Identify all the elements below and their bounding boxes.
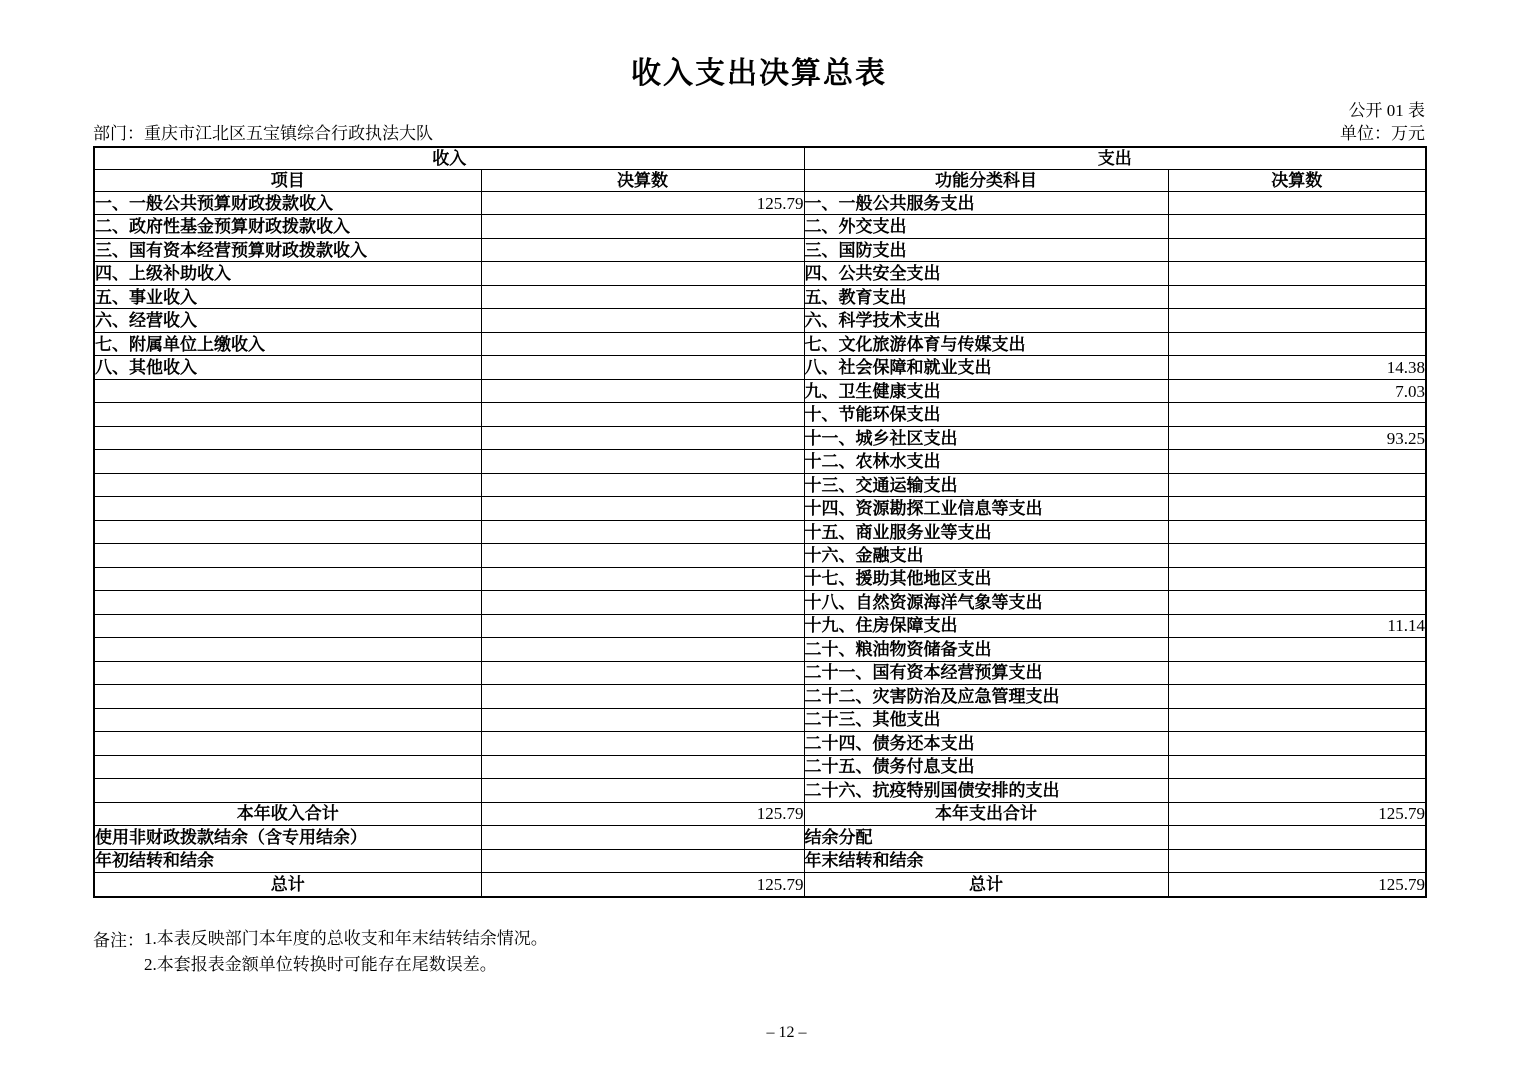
income-item-cell: 四、上级补助收入 xyxy=(94,262,481,285)
expense-amount-cell xyxy=(1168,544,1426,567)
note-line-1: 1.本表反映部门本年度的总收支和年末结转结余情况。 xyxy=(144,929,548,948)
expense-item-cell: 本年支出合计 xyxy=(804,802,1168,825)
expense-item-cell: 十四、资源勘探工业信息等支出 xyxy=(804,497,1168,520)
expense-amount-cell: 125.79 xyxy=(1168,873,1426,897)
table-row xyxy=(94,356,1426,379)
income-item-cell: 使用非财政拨款结余（含专用结余） xyxy=(94,826,481,849)
income-amount-cell xyxy=(481,732,804,755)
income-item-cell: 二、政府性基金预算财政拨款收入 xyxy=(94,215,481,238)
table-row xyxy=(94,309,1426,332)
table-row xyxy=(94,497,1426,520)
expense-amount-cell xyxy=(1168,685,1426,708)
expense-amount-cell xyxy=(1168,403,1426,426)
table-row xyxy=(94,215,1426,238)
notes-block xyxy=(93,926,548,978)
expense-amount-cell: 125.79 xyxy=(1168,802,1426,825)
expense-amount-cell xyxy=(1168,779,1426,802)
table-row xyxy=(94,614,1426,637)
table-row xyxy=(94,426,1426,449)
income-amount-cell: 125.79 xyxy=(481,873,804,897)
income-amount-cell xyxy=(481,497,804,520)
income-amount-cell xyxy=(481,755,804,778)
department-label: 部门：重庆市江北区五宝镇综合行政执法大队 xyxy=(93,124,433,143)
table-row xyxy=(94,685,1426,708)
notes-label: 备注： xyxy=(93,931,144,950)
expense-amount-cell: 93.25 xyxy=(1168,426,1426,449)
expense-item-cell: 三、国防支出 xyxy=(804,238,1168,261)
income-amount-cell xyxy=(481,591,804,614)
expense-amount-cell xyxy=(1168,497,1426,520)
income-item-cell xyxy=(94,520,481,543)
meta-line xyxy=(93,119,1425,144)
table-row xyxy=(94,567,1426,590)
expense-item-cell: 二十五、债务付息支出 xyxy=(804,755,1168,778)
expense-item-cell: 十三、交通运输支出 xyxy=(804,473,1168,496)
summary-row xyxy=(94,802,1426,825)
expense-item-cell: 二十四、债务还本支出 xyxy=(804,732,1168,755)
summary-row xyxy=(94,873,1426,897)
budget-table xyxy=(93,146,1427,898)
expense-item-cell: 十八、自然资源海洋气象等支出 xyxy=(804,591,1168,614)
expense-amount-cell xyxy=(1168,520,1426,543)
income-item-cell: 六、经营收入 xyxy=(94,309,481,332)
income-item-cell xyxy=(94,614,481,637)
page-number: – 12 – xyxy=(766,1024,807,1041)
expense-section-header: 支出 xyxy=(804,147,1426,170)
table-row xyxy=(94,520,1426,543)
expense-amount-cell: 7.03 xyxy=(1168,379,1426,402)
expense-item-cell: 十六、金融支出 xyxy=(804,544,1168,567)
income-item-cell xyxy=(94,567,481,590)
income-item-cell xyxy=(94,426,481,449)
income-item-cell: 一、一般公共预算财政拨款收入 xyxy=(94,192,481,215)
expense-amount-cell: 14.38 xyxy=(1168,356,1426,379)
income-item-cell xyxy=(94,779,481,802)
income-section-header: 收入 xyxy=(94,147,804,170)
income-amount-cell xyxy=(481,262,804,285)
table-row xyxy=(94,661,1426,684)
income-amount-cell xyxy=(481,309,804,332)
page-title: 收入支出决算总表 xyxy=(631,57,887,90)
income-amount-cell xyxy=(481,403,804,426)
income-amount-cell xyxy=(481,708,804,731)
income-item-cell xyxy=(94,544,481,567)
income-item-cell: 八、其他收入 xyxy=(94,356,481,379)
expense-item-cell: 二十三、其他支出 xyxy=(804,708,1168,731)
expense-amount-cell xyxy=(1168,591,1426,614)
income-item-cell xyxy=(94,403,481,426)
expense-amount-cell xyxy=(1168,755,1426,778)
table-body xyxy=(94,192,1426,898)
table-row xyxy=(94,403,1426,426)
expense-amount-cell xyxy=(1168,238,1426,261)
expense-item-cell: 九、卫生健康支出 xyxy=(804,379,1168,402)
expense-item-cell: 七、文化旅游体育与传媒支出 xyxy=(804,332,1168,355)
expense-item-cell: 二十、粮油物资储备支出 xyxy=(804,638,1168,661)
income-amount-cell xyxy=(481,685,804,708)
income-amount-cell xyxy=(481,567,804,590)
income-item-cell xyxy=(94,473,481,496)
income-amount-cell xyxy=(481,473,804,496)
expense-item-cell: 二十二、灾害防治及应急管理支出 xyxy=(804,685,1168,708)
expense-item-cell: 四、公共安全支出 xyxy=(804,262,1168,285)
item-column-header: 项目 xyxy=(94,170,481,192)
income-amount-cell xyxy=(481,544,804,567)
expense-item-cell: 二十六、抗疫特别国债安排的支出 xyxy=(804,779,1168,802)
income-item-cell: 五、事业收入 xyxy=(94,285,481,308)
section-header-row xyxy=(94,147,1426,170)
table-row xyxy=(94,332,1426,355)
table-row xyxy=(94,285,1426,308)
income-amount-cell xyxy=(481,356,804,379)
expense-amount-cell xyxy=(1168,732,1426,755)
income-item-cell xyxy=(94,708,481,731)
income-item-cell xyxy=(94,497,481,520)
expense-amount-cell xyxy=(1168,262,1426,285)
income-item-cell: 年初结转和结余 xyxy=(94,849,481,872)
table-row xyxy=(94,262,1426,285)
table-row xyxy=(94,544,1426,567)
summary-row xyxy=(94,826,1426,849)
expense-item-cell: 十九、住房保障支出 xyxy=(804,614,1168,637)
expense-item-cell: 十二、农林水支出 xyxy=(804,450,1168,473)
income-amount-cell xyxy=(481,520,804,543)
expense-amount-cell xyxy=(1168,285,1426,308)
income-amount-cell xyxy=(481,826,804,849)
expense-item-cell: 二、外交支出 xyxy=(804,215,1168,238)
table-row xyxy=(94,473,1426,496)
expense-amount-cell xyxy=(1168,192,1426,215)
expense-amount-cell xyxy=(1168,661,1426,684)
income-item-cell: 本年收入合计 xyxy=(94,802,481,825)
note-line-2: 2.本套报表金额单位转换时可能存在尾数误差。 xyxy=(144,955,497,974)
table-row xyxy=(94,450,1426,473)
subject-column-header: 功能分类科目 xyxy=(804,170,1168,192)
unit-label: 单位：万元 xyxy=(1340,124,1425,143)
table-row xyxy=(94,591,1426,614)
expense-item-cell: 结余分配 xyxy=(804,826,1168,849)
income-item-cell xyxy=(94,591,481,614)
income-amount-column-header: 决算数 xyxy=(481,170,804,192)
expense-item-cell: 一、一般公共服务支出 xyxy=(804,192,1168,215)
income-item-cell xyxy=(94,685,481,708)
expense-item-cell: 十五、商业服务业等支出 xyxy=(804,520,1168,543)
expense-amount-cell xyxy=(1168,849,1426,872)
expense-item-cell: 十、节能环保支出 xyxy=(804,403,1168,426)
income-amount-cell xyxy=(481,450,804,473)
income-item-cell xyxy=(94,379,481,402)
income-item-cell: 七、附属单位上缴收入 xyxy=(94,332,481,355)
income-item-cell xyxy=(94,732,481,755)
expense-amount-column-header: 决算数 xyxy=(1168,170,1426,192)
expense-item-cell: 六、科学技术支出 xyxy=(804,309,1168,332)
income-amount-cell xyxy=(481,238,804,261)
summary-row xyxy=(94,849,1426,872)
income-amount-cell: 125.79 xyxy=(481,192,804,215)
expense-item-cell: 五、教育支出 xyxy=(804,285,1168,308)
income-amount-cell xyxy=(481,426,804,449)
column-header-row xyxy=(94,170,1426,192)
expense-amount-cell xyxy=(1168,450,1426,473)
income-amount-cell xyxy=(481,332,804,355)
income-amount-cell xyxy=(481,661,804,684)
income-amount-cell xyxy=(481,285,804,308)
income-amount-cell: 125.79 xyxy=(481,802,804,825)
expense-item-cell: 年末结转和结余 xyxy=(804,849,1168,872)
income-item-cell: 总计 xyxy=(94,873,481,897)
expense-item-cell: 八、社会保障和就业支出 xyxy=(804,356,1168,379)
income-item-cell xyxy=(94,450,481,473)
table-row xyxy=(94,732,1426,755)
expense-item-cell: 十七、援助其他地区支出 xyxy=(804,567,1168,590)
expense-amount-cell xyxy=(1168,332,1426,355)
table-row xyxy=(94,779,1426,802)
expense-amount-cell xyxy=(1168,567,1426,590)
income-item-cell xyxy=(94,661,481,684)
expense-item-cell: 总计 xyxy=(804,873,1168,897)
income-item-cell xyxy=(94,755,481,778)
table-row xyxy=(94,192,1426,215)
expense-amount-cell xyxy=(1168,708,1426,731)
expense-amount-cell xyxy=(1168,309,1426,332)
income-amount-cell xyxy=(481,379,804,402)
expense-amount-cell xyxy=(1168,638,1426,661)
expense-amount-cell xyxy=(1168,826,1426,849)
income-amount-cell xyxy=(481,638,804,661)
table-code-label: 公开 01 表 xyxy=(1348,101,1425,120)
table-row xyxy=(94,638,1426,661)
income-amount-cell xyxy=(481,215,804,238)
expense-item-cell: 十一、城乡社区支出 xyxy=(804,426,1168,449)
table-row xyxy=(94,379,1426,402)
expense-item-cell: 二十一、国有资本经营预算支出 xyxy=(804,661,1168,684)
expense-amount-cell xyxy=(1168,215,1426,238)
table-row xyxy=(94,708,1426,731)
income-item-cell xyxy=(94,638,481,661)
income-item-cell: 三、国有资本经营预算财政拨款收入 xyxy=(94,238,481,261)
income-amount-cell xyxy=(481,614,804,637)
income-amount-cell xyxy=(481,849,804,872)
table-row xyxy=(94,755,1426,778)
income-amount-cell xyxy=(481,779,804,802)
expense-amount-cell: 11.14 xyxy=(1168,614,1426,637)
expense-amount-cell xyxy=(1168,473,1426,496)
table-row xyxy=(94,238,1426,261)
